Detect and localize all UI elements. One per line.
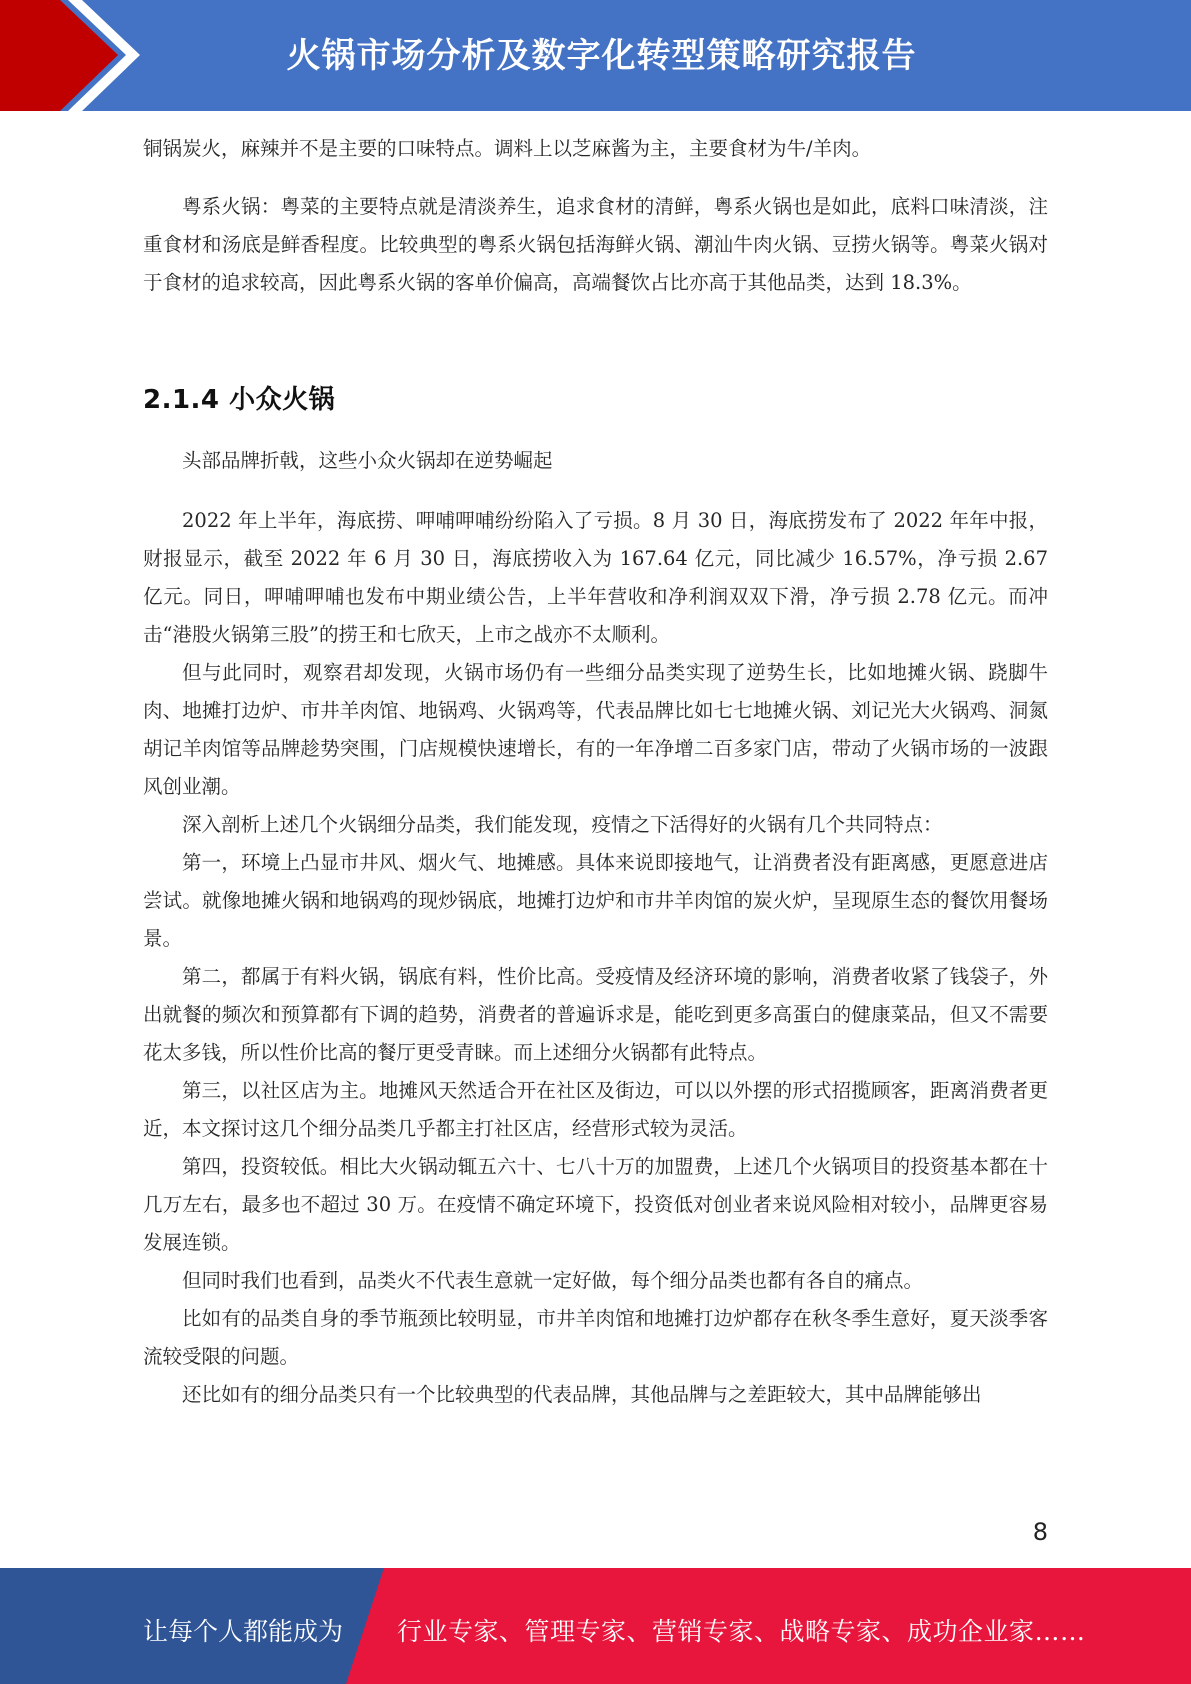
paragraph: 第二，都属于有料火锅，锅底有料，性价比高。受疫情及经济环境的影响，消费者收紧了钱袋子，外出就餐的频次和预算都有下调的趋势，消费者的普遍诉求是，能吃到更多高蛋白的健康菜品，但又不需要花太多钱，所以性价比高的餐厅更受青睐。而上述细分火锅都有此特点。 [143, 965, 1048, 1064]
paragraph: 第三，以社区店为主。地摊风天然适合开在社区及街边，可以以外摆的形式招揽顾客，距离消费者更近，本文探讨这几个细分品类几乎都主打社区店，经营形式较为灵活。 [143, 1079, 1048, 1140]
report-title: 火锅市场分析及数字化转型策略研究报告 [286, 36, 917, 76]
paragraph: 第一，环境上凸显市井风、烟火气、地摊感。具体来说即接地气，让消费者没有距离感，更愿意进店尝试。就像地摊火锅和地锅鸡的现炒锅底，地摊打边炉和市井羊肉馆的炭火炉，呈现原生态的餐饮用餐场景。 [143, 851, 1048, 950]
section-heading: 2.1.4 小众火锅 [143, 385, 336, 415]
paragraph: 铜锅炭火，麻辣并不是主要的口味特点。调料上以芝麻酱为主，主要食材为牛/羊肉。 [143, 137, 872, 160]
paragraph: 头部品牌折戟，这些小众火锅却在逆势崛起 [182, 449, 553, 472]
page-footer-band [0, 1568, 1191, 1684]
footer-slogan-right: 行业专家、管理专家、营销专家、战略专家、成功企业家…… [397, 1617, 1086, 1646]
footer-slogan-left: 让每个人都能成为 [143, 1617, 344, 1646]
paragraph: 还比如有的细分品类只有一个比较典型的代表品牌，其他品牌与之差距较大，其中品牌能够出 [182, 1383, 982, 1406]
page-header-band [0, 0, 1191, 111]
paragraph: 但与此同时，观察君却发现，火锅市场仍有一些细分品类实现了逆势生长，比如地摊火锅、跷脚牛肉、地摊打边炉、市井羊肉馆、地锅鸡、火锅鸡等，代表品牌比如七七地摊火锅、刘记光大火锅鸡、洞氮胡记羊肉馆等品牌趁势突围，门店规模快速增长，有的一年净增二百多家门店，带动了火锅市场的一波跟风创业潮。 [143, 661, 1048, 798]
paragraph: 第四，投资较低。相比大火锅动辄五六十、七八十万的加盟费，上述几个火锅项目的投资基本都在十几万左右，最多也不超过 30 万。在疫情不确定环境下，投资低对创业者来说风险相对较小，品牌更容易发展连锁。 [143, 1155, 1048, 1254]
paragraph: 比如有的品类自身的季节瓶颈比较明显，市井羊肉馆和地摊打边炉都存在秋冬季生意好，夏天淡季客流较受限的问题。 [143, 1307, 1048, 1368]
paragraph: 深入剖析上述几个火锅细分品类，我们能发现，疫情之下活得好的火锅有几个共同特点： [182, 813, 943, 836]
page-body [143, 130, 1048, 1414]
paragraph: 但同时我们也看到，品类火不代表生意就一定好做，每个细分品类也都有各自的痛点。 [182, 1269, 924, 1292]
paragraph: 粤系火锅：粤菜的主要特点就是清淡养生，追求食材的清鲜，粤系火锅也是如此，底料口味清淡，注重食材和汤底是鲜香程度。比较典型的粤系火锅包括海鲜火锅、潮汕牛肉火锅、豆捞火锅等。粤菜火锅对于食材的追求较高，因此粤系火锅的客单价偏高，高端餐饮占比亦高于其他品类，达到 18.3%。 [143, 195, 1048, 294]
paragraph: 2022 年上半年，海底捞、呷哺呷哺纷纷陷入了亏损。8 月 30 日，海底捞发布了 2022 年年中报，财报显示，截至 2022 年 6 月 30 日，海底捞收入为 167.64 亿元，同比减少 16.57%，净亏损 2.67 亿元。同日，呷哺呷哺也发布中期业绩公告，上半年营收和净利润双双下滑，净亏损 2.78 亿元。而冲击“港股火锅第三股”的捞王和七欣天，上市之战亦不太顺利。 [143, 509, 1048, 646]
page-number: 8 [1032, 1518, 1048, 1546]
